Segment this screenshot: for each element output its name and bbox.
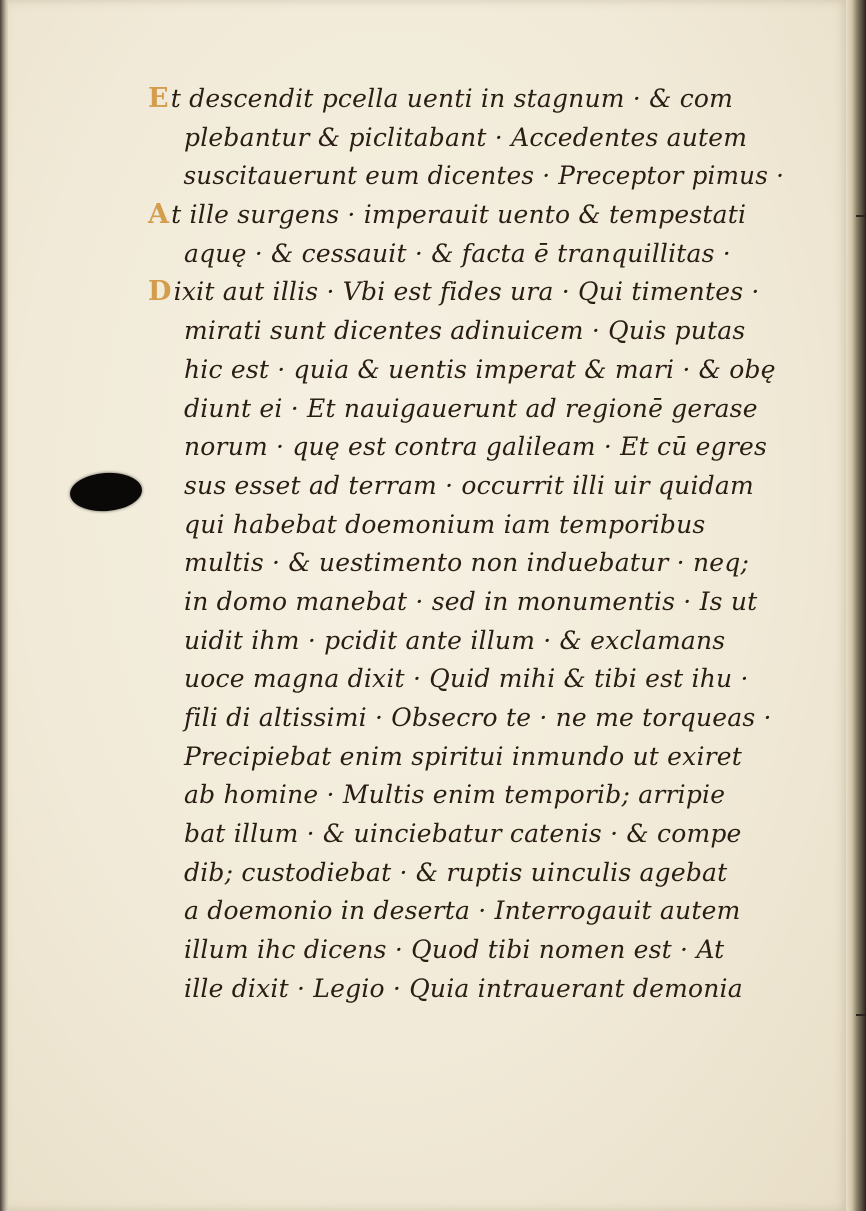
manuscript-line: [148, 854, 788, 893]
manuscript-line: [148, 119, 788, 158]
manuscript-line: [148, 583, 788, 622]
line-text: uoce magna dixit · Quid mihi & tibi est ihu ·: [184, 664, 749, 694]
manuscript-line: [148, 738, 788, 777]
text-column: [148, 80, 788, 1009]
line-text: bat illum · & uinciebatur catenis · & compe: [184, 819, 742, 849]
manuscript-line: [148, 467, 788, 506]
manuscript-line: [148, 428, 788, 467]
manuscript-line: [148, 622, 788, 661]
scan-right-edge: [846, 0, 866, 1211]
manuscript-line: [148, 931, 788, 970]
manuscript-line: [148, 235, 788, 274]
show-through-letter: [788, 270, 801, 316]
manuscript-line: [148, 892, 788, 931]
line-text: dib; custodiebat · & ruptis uinculis agebat: [184, 857, 728, 887]
rubricated-initial: D: [148, 276, 172, 308]
line-text: aquę · & cessauit · & facta ē tranquillitas ·: [184, 238, 731, 268]
line-text: mirati sunt dicentes adinuicem · Quis putas: [184, 316, 746, 346]
ruling-mark: [856, 215, 866, 217]
line-text: multis · & uestimento non induebatur · neq;: [184, 548, 750, 578]
line-text: ab homine · Multis enim temporib; arripie: [184, 780, 726, 810]
rubricated-initial: E: [148, 83, 169, 114]
line-text: plebantur & piclitabant · Accedentes autem: [184, 122, 748, 152]
line-text: sus esset ad terram · occurrit illi uir quidam: [184, 470, 754, 500]
line-text: in domo manebat · sed in monumentis · Is ut: [184, 586, 758, 616]
line-text: a doemonio in deserta · Interrogauit autem: [184, 896, 741, 926]
show-through-note: [60, 282, 64, 299]
manuscript-line: [148, 312, 788, 351]
line-text: t ille surgens · imperauit uento & tempestati: [171, 200, 747, 230]
manuscript-line: [148, 660, 788, 699]
line-text: qui habebat doemonium iam temporibus: [184, 509, 706, 539]
rubricated-initial: A: [148, 199, 170, 231]
manuscript-line: [148, 157, 785, 196]
manuscript-line: [148, 196, 788, 235]
manuscript-line: [148, 506, 788, 545]
line-text: illum ihc dicens · Quod tibi nomen est · At: [184, 935, 725, 965]
line-text: fili di altissimi · Obsecro te · ne me torqueas ·: [184, 703, 772, 732]
line-text: t descendit pcella uenti in stagnum · & com: [170, 84, 734, 113]
manuscript-line: [148, 390, 788, 429]
parchment-hole: [69, 471, 143, 514]
manuscript-line: [148, 970, 788, 1009]
line-text: suscitauerunt eum dicentes · Preceptor pimus ·: [183, 161, 785, 191]
manuscript-page: [8, 0, 850, 1211]
line-text: hic est · quia & uentis imperat & mari · & obę: [184, 354, 776, 384]
manuscript-line: [148, 776, 788, 815]
line-text: uidit ihm · pcidit ante illum · & exclamans: [184, 625, 726, 655]
manuscript-line: [148, 699, 788, 738]
manuscript-line: [148, 273, 788, 312]
line-text: ille dixit · Legio · Quia intrauerant demonia: [184, 973, 743, 1003]
manuscript-line: [148, 351, 788, 390]
line-text: Precipiebat enim spiritui inmundo ut exiret: [184, 741, 743, 771]
line-text: norum · quę est contra galileam · Et cū egres: [184, 432, 768, 462]
manuscript-line: [148, 544, 788, 583]
line-text: diunt ei · Et nauigauerunt ad regionē gerase: [184, 393, 758, 423]
manuscript-line: [148, 80, 788, 119]
manuscript-line: [148, 815, 788, 854]
ruling-mark: [856, 1014, 866, 1016]
line-text: ixit aut illis · Vbi est fides ura · Qui timentes ·: [173, 277, 760, 307]
